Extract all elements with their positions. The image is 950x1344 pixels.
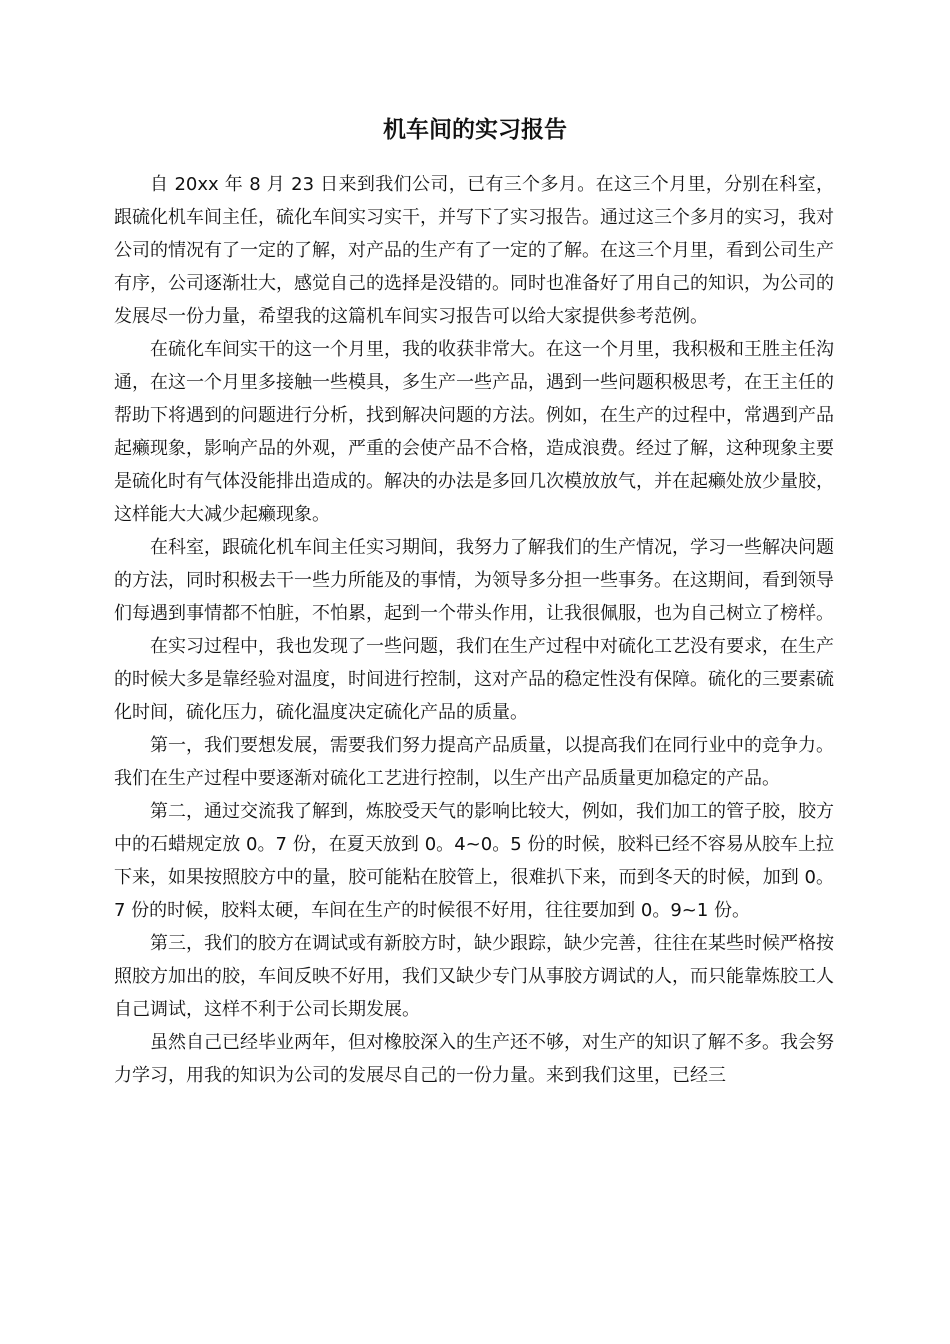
paragraph-5: 第一，我们要想发展，需要我们努力提高产品质量，以提高我们在同行业中的竞争力。我们在生产过程中要逐渐对硫化工艺进行控制，以生产出产品质量更加稳定的产品。 [114, 735, 834, 789]
paragraph-8: 虽然自己已经毕业两年，但对橡胶深入的生产还不够，对生产的知识了解不多。我会努力学习，用我的知识为公司的发展尽自己的一份力量。来到我们这里，已经三 [114, 1032, 834, 1086]
paragraph-7: 第三，我们的胶方在调试或有新胶方时，缺少跟踪，缺少完善，往往在某些时候严格按照胶方加出的胶，车间反映不好用，我们又缺少专门从事胶方调试的人，而只能靠炼胶工人自己调试，这样不利于公司长期发展。 [114, 933, 834, 1020]
paragraph-6: 第二，通过交流我了解到，炼胶受天气的影响比较大，例如，我们加工的管子胶，胶方中的石蜡规定放 0。7 份，在夏天放到 0。4~0。5 份的时候，胶料已经不容易从胶车上拉下来，如果按照胶方中的量，胶可能粘在胶管上，很难扒下来，而到冬天的时候，加到 0。7 份的时候，胶料太硬，车间在生产的时候很不好用，往往要加到 0。9~1 份。 [114, 801, 834, 921]
paragraph-4: 在实习过程中，我也发现了一些问题，我们在生产过程中对硫化工艺没有要求，在生产的时候大多是靠经验对温度，时间进行控制，这对产品的稳定性没有保障。硫化的三要素硫化时间，硫化压力，硫化温度决定硫化产品的质量。 [114, 636, 834, 723]
paragraph-3: 在科室，跟硫化机车间主任实习期间，我努力了解我们的生产情况，学习一些解决问题的方法，同时积极去干一些力所能及的事情，为领导多分担一些事务。在这期间，看到领导们每遇到事情都不怕脏，不怕累，起到一个带头作用，让我很佩服，也为自己树立了榜样。 [114, 537, 834, 624]
paragraph-1: 自 20xx 年 8 月 23 日来到我们公司，已有三个多月。在这三个月里，分别在科室，跟硫化机车间主任，硫化车间实习实干，并写下了实习报告。通过这三个多月的实习，我对公司的情况有了一定的了解，对产品的生产有了一定的了解。在这三个月里，看到公司生产有序，公司逐渐壮大，感觉自己的选择是没错的。同时也准备好了用自己的知识，为公司的发展尽一份力量，希望我的这篇机车间实习报告可以给大家提供参考范例。 [114, 174, 834, 327]
paragraph-2: 在硫化车间实干的这一个月里，我的收获非常大。在这一个月里，我积极和王胜主任沟通，在这一个月里多接触一些模具，多生产一些产品，遇到一些问题积极思考，在王主任的帮助下将遇到的问题进行分析，找到解决问题的方法。例如，在生产的过程中，常遇到产品起癞现象，影响产品的外观，严重的会使产品不合格，造成浪费。经过了解，这种现象主要是硫化时有气体没能排出造成的。解决的办法是多回几次模放放气，并在起癞处放少量胶，这样能大大减少起癞现象。 [114, 339, 834, 525]
document-body [114, 168, 834, 1092]
document-title: 机车间的实习报告 [383, 117, 567, 143]
